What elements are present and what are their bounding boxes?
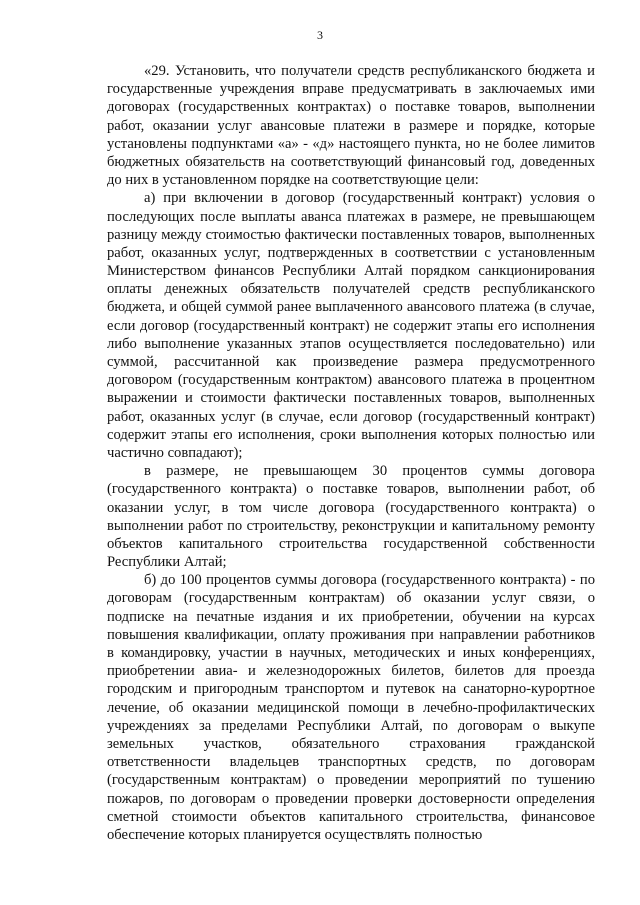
page-number: 3 <box>317 28 323 42</box>
paragraph-subpoint-a: а) при включении в договор (государственный контракт) условия о последующих после выплаты аванса платежах в размере, не превышающем разницу между стоимостью фактически поставленных товаров, выполненных работ, оказанных услуг, подтвержденных в соответствии с установленным Министерством финансов Республики Алтай порядком санкционирования оплаты денежных обязательств получателей средств республиканского бюджета, и общей суммой ранее выплаченного авансового платежа (в случае, если договор (государственный контракт) не содержит этапы его исполнения либо выполнение указанных этапов осуществляется последовательно) или суммой, рассчитанной как произведение размера предусмотренного договором (государственным контрактом) авансового платежа в процентном выражении и стоимости фактически поставленных товаров, выполненных работ, оказанных услуг (в случае, если договор (государственный контракт) содержит этапы его исполнения, сроки выполнения которых полностью или частично совпадают); <box>107 190 595 461</box>
paragraph-subpoint-b: б) до 100 процентов суммы договора (государственного контракта) - по договорам (государственным контрактам) об оказании услуг связи, о подписке на печатные издания и их приобретении, обучении на курсах повышения квалификации, оплату проживания при направлении работников в командировку, участии в научных, методических и иных конференциях, приобретении авиа- и железнодорожных билетов, билетов для проезда городским и пригородным транспортом и путевок на санаторно-курортное лечение, об оказании медицинской помощи в лечебно-профилактических учреждениях за пределами Республики Алтай, по договорам о выкупе земельных участков, обязательного страхования гражданской ответственности владельцев транспортных средств, по договорам (государственным контрактам) о проведении мероприятий по тушению пожаров, по договорам о проведении проверки достоверности определения сметной стоимости объектов капитального строительства, финансовое обеспечение которых планируется осуществлять полностью <box>107 572 595 843</box>
paragraph-29-intro: «29. Установить, что получатели средств республиканского бюджета и государственные учреждения вправе предусматривать в заключаемых ими договорах (государственных контрактах) о поставке товаров, выполнении работ, оказании услуг авансовые платежи в размере и порядке, которые установлены подпунктами «а» - «д» настоящего пункта, но не более лимитов бюджетных обязательств на соответствующий финансовый год, доведенных до них в установленном порядке на соответствующие цели: <box>107 63 595 189</box>
document-body <box>107 62 595 844</box>
paragraph-30-percent: в размере, не превышающем 30 процентов суммы договора (государственного контракта) о поставке товаров, выполнении работ, об оказании услуг, в том числе договора (государственного контракта) о выполнении работ по строительству, реконструкции и капитальному ремонту объектов капитального строительства государственной собственности Республики Алтай; <box>107 463 595 571</box>
